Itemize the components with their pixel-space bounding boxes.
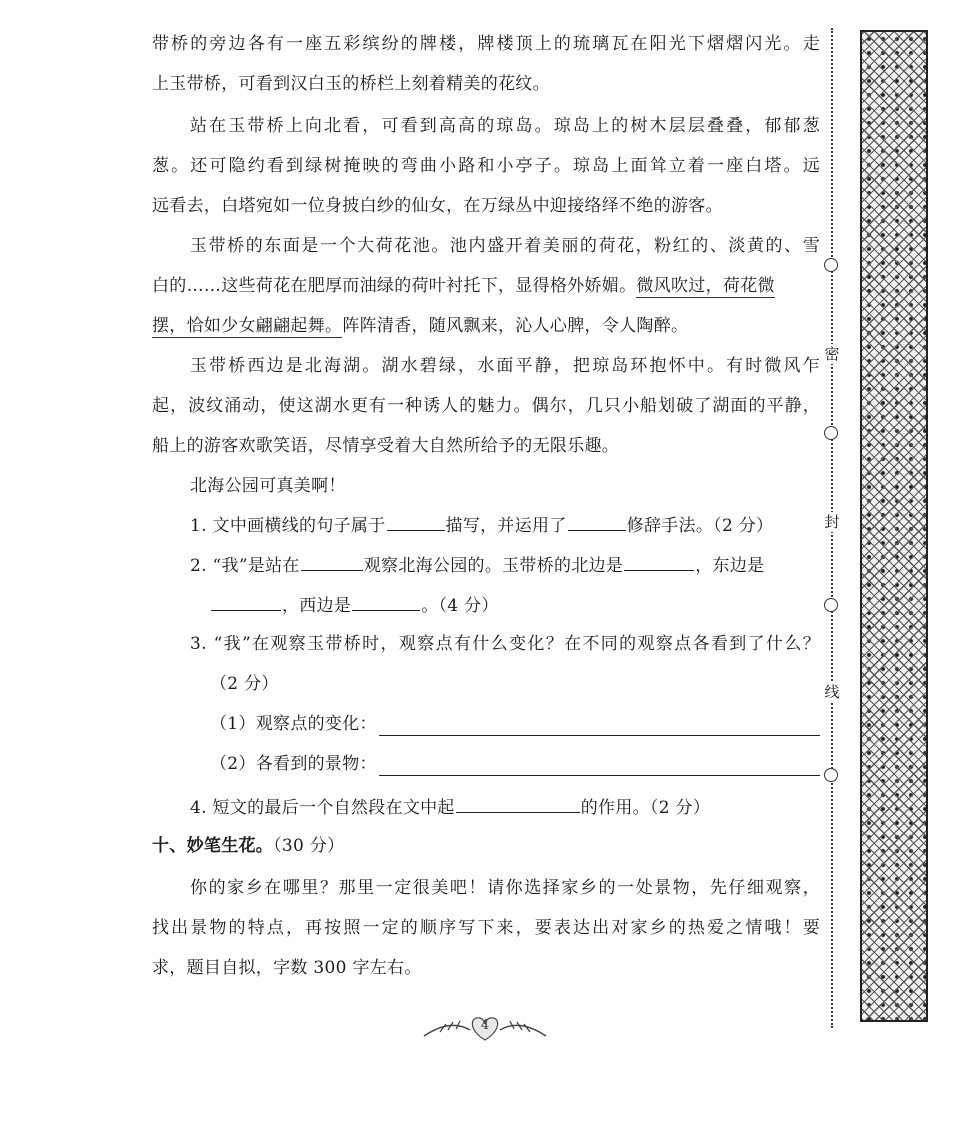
answer-blank[interactable] bbox=[456, 794, 580, 813]
question-text: 2. “我”是站在 bbox=[190, 556, 300, 576]
question-text: （1）观察点的变化： bbox=[210, 714, 377, 734]
binding-circle bbox=[824, 598, 838, 612]
binding-circle bbox=[824, 768, 838, 782]
binding-char-mi: 密 bbox=[822, 344, 842, 364]
answer-blank[interactable] bbox=[301, 552, 363, 571]
question-text: 。（4 分） bbox=[421, 596, 499, 616]
question-4 bbox=[190, 794, 710, 818]
paragraph-line: 站在玉带桥上向北看，可看到高高的琼岛。琼岛上的树木层层叠叠，郁郁葱 bbox=[190, 116, 820, 136]
paragraph-line bbox=[152, 274, 775, 298]
binding-circle bbox=[824, 258, 838, 272]
section-points: （30 分） bbox=[273, 836, 345, 856]
binding-char-feng: 封 bbox=[822, 512, 842, 532]
question-text: ，西边是 bbox=[282, 596, 352, 616]
paragraph-line: 船上的游客欢歌笑语，尽情享受着大自然所给予的无限乐趣。 bbox=[152, 436, 620, 456]
paragraph-line bbox=[152, 314, 688, 338]
answer-blank[interactable] bbox=[211, 592, 281, 611]
question-text: 4. 短文的最后一个自然段在文中起 bbox=[190, 798, 455, 818]
paragraph-line: 北海公园可真美啊！ bbox=[190, 476, 346, 496]
paragraph-line: 葱。还可隐约看到绿树掩映的弯曲小路和小亭子。琼岛上面耸立着一座白塔。远 bbox=[152, 156, 820, 176]
question-text: ，东边是 bbox=[695, 556, 765, 576]
question-text: 的作用。（2 分） bbox=[580, 798, 711, 818]
underlined-sentence: 微风吹过，荷花微 bbox=[636, 276, 775, 296]
paragraph-line: 玉带桥的东面是一个大荷花池。池内盛开着美丽的荷花，粉红的、淡黄的、雪 bbox=[190, 236, 820, 256]
section-title: 十、妙笔生花。 bbox=[152, 836, 274, 856]
answer-blank[interactable] bbox=[568, 512, 626, 531]
question-text: 1. 文中画横线的句子属于 bbox=[190, 516, 386, 536]
paragraph-line: 带桥的旁边各有一座五彩缤纷的牌楼，牌楼顶上的琉璃瓦在阳光下熠熠闪光。走 bbox=[152, 34, 820, 54]
question-2 bbox=[190, 552, 764, 576]
question-3-sub2 bbox=[210, 752, 820, 776]
answer-line[interactable] bbox=[379, 757, 820, 776]
decorative-pattern-strip bbox=[860, 30, 928, 1022]
answer-blank[interactable] bbox=[624, 552, 694, 571]
question-text: （2）各看到的景物： bbox=[210, 754, 377, 774]
paragraph-line: 上玉带桥，可看到汉白玉的桥栏上刻着精美的花纹。 bbox=[152, 74, 550, 94]
question-text: 观察北海公园的。玉带桥的北边是 bbox=[363, 556, 624, 576]
paragraph-line: 起，波纹涌动，使这湖水更有一种诱人的魅力。偶尔，几只小船划破了湖面的平静， bbox=[152, 396, 820, 416]
binding-circle bbox=[824, 426, 838, 440]
question-text: 描写，并运用了 bbox=[445, 516, 567, 536]
question-3: 3. “我”在观察玉带桥时，观察点有什么变化？在不同的观察点各看到了什么？ bbox=[190, 634, 820, 654]
question-2-cont bbox=[210, 592, 499, 616]
section-heading bbox=[152, 834, 344, 858]
text-segment: 白的……这些荷花在肥厚而油绿的荷叶衬托下，显得格外娇媚。 bbox=[152, 276, 637, 296]
question-3-points: （2 分） bbox=[210, 674, 279, 694]
paragraph-line: 远看去，白塔宛如一位身披白纱的仙女，在万绿丛中迎接络绎不绝的游客。 bbox=[152, 196, 723, 216]
binding-char-xian: 线 bbox=[822, 682, 842, 702]
question-3-sub1 bbox=[210, 712, 820, 736]
text-segment: 阵阵清香，随风飘来，沁人心脾，令人陶醉。 bbox=[342, 316, 689, 336]
paragraph-line: 玉带桥西边是北海湖。湖水碧绿，水面平静，把琼岛环抱怀中。有时微风乍 bbox=[190, 356, 820, 376]
answer-line[interactable] bbox=[379, 717, 820, 736]
paragraph-line: 你的家乡在哪里？那里一定很美吧！请你选择家乡的一处景物，先仔细观察， bbox=[190, 878, 820, 898]
answer-blank[interactable] bbox=[387, 512, 445, 531]
question-text: 修辞手法。（2 分） bbox=[626, 516, 774, 536]
underlined-sentence: 摆，恰如少女翩翩起舞。 bbox=[152, 316, 343, 336]
page-number: 4 bbox=[480, 1018, 490, 1033]
answer-blank[interactable] bbox=[352, 592, 420, 611]
paragraph-line: 找出景物的特点，再按照一定的顺序写下来，要表达出对家乡的热爱之情哦！要 bbox=[152, 918, 820, 938]
question-1 bbox=[190, 512, 773, 536]
paragraph-line: 求，题目自拟，字数 300 字左右。 bbox=[152, 958, 422, 978]
